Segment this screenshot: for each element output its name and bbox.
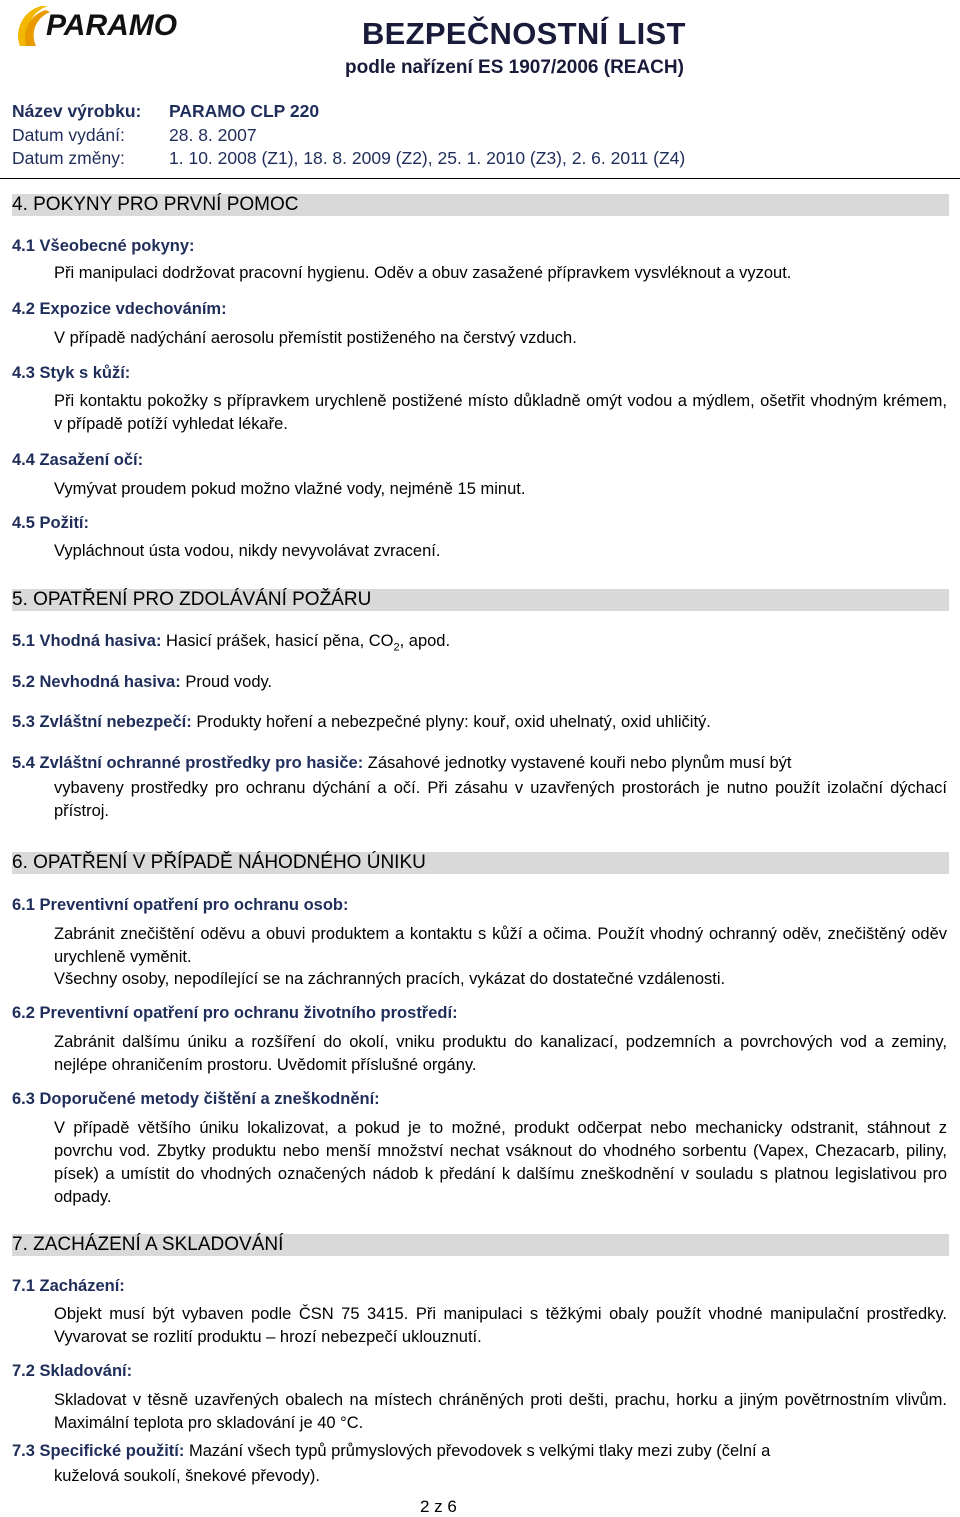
subsection-7-3-text: kuželová soukolí, šnekové převody). [54,1467,320,1485]
subsection-6-2-text: Zabránit dalšímu úniku a rozšíření do okolí, vniku produktu do kanalizací, podzemních a povrchových vod a zeminy, nejlépe ohraničením prostoru. Uvědomit příslušné orgány. [54,1033,947,1074]
page-number: 2 z 6 [420,1497,457,1516]
subsection-4-4-heading: 4.4 Zasažení očí: [12,451,144,469]
subsection-4-3-heading: 4.3 Styk s kůží: [12,364,131,382]
section-5-title: 5. OPATŘENÍ PRO ZDOLÁVÁNÍ POŽÁRU [12,589,372,610]
subsection-5-3 [12,713,711,732]
paramo-logo [12,2,207,52]
subsection-6-3-heading: 6.3 Doporučené metody čištění a zneškodnění: [12,1090,380,1108]
subsection-5-1-heading: 5.1 Vhodná hasiva: [12,632,162,650]
subsection-6-2-heading: 6.2 Preventivní opatření pro ochranu životního prostředí: [12,1004,458,1022]
subsection-4-1-text: Při manipulaci dodržovat pracovní hygienu. Oděv a obuv zasažené přípravkem vysvléknout a vyzout. [54,264,792,282]
subsection-6-1-text: Zabránit znečištění oděvu a obuvi produktem a kontaktu s kůží a očima. Použít vhodný ochranný oděv, znečištěný oděv urychleně vyměnit. [54,925,947,966]
change-date-row [12,148,686,169]
section-6-title: 6. OPATŘENÍ V PŘÍPADĚ NÁHODNÉHO ÚNIKU [12,852,426,873]
subsection-7-2-text: Skladovat v těsně uzavřených obalech na místech chráněných proti dešti, prachu, horku a jiným povětrnostním vlivům. Maximální teplota pro skladování je 40 °C. [54,1391,947,1432]
subsection-4-2-heading: 4.2 Expozice vdechováním: [12,300,227,318]
subsection-6-1-heading: 6.1 Preventivní opatření pro ochranu osob: [12,896,349,914]
subsection-5-4-text-first: Zásahové jednotky vystavené kouři nebo plynům musí být [363,754,792,772]
subsection-4-2-text: V případě nadýchání aerosolu přemístit postiženého na čerstvý vzduch. [54,329,577,347]
section-7-title: 7. ZACHÁZENÍ A SKLADOVÁNÍ [12,1234,284,1255]
product-name-row [12,101,320,122]
subsection-5-4-heading: 5.4 Zvláštní ochranné prostředky pro hasiče: [12,754,364,772]
document-title: BEZPEČNOSTNÍ LIST [362,16,686,51]
subsection-7-3-heading: 7.3 Specifické použití: [12,1442,185,1460]
subsection-7-3-text-first: Mazání všech typů průmyslových převodovek s velkými tlaky mezi zuby (čelní a [184,1442,771,1460]
subsection-5-2-heading: 5.2 Nevhodná hasiva: [12,673,181,691]
subsection-5-1-text-end: , apod. [399,632,451,650]
section-6-heading [12,852,949,874]
co2-subscript: 2 [393,641,400,654]
logo-wordmark: PARAMO [46,9,178,42]
section-7-heading [12,1234,949,1256]
change-date-value: 1. 10. 2008 (Z1), 18. 8. 2009 (Z2), 25. 1. 2010 (Z3), 2. 6. 2011 (Z4) [169,148,686,168]
subsection-5-2 [12,673,272,692]
issue-date-value: 28. 8. 2007 [169,125,257,145]
subsection-4-4-text: Vymývat proudem pokud možno vlažné vody, nejméně 15 minut. [54,480,526,498]
subsection-5-3-text: Produkty hoření a nebezpečné plyny: kouř, oxid uhelnatý, oxid uhličitý. [191,713,711,731]
subsection-4-3-text: Při kontaktu pokožky s přípravkem urychleně postižené místo důkladně omýt vodou a mýdlem, ošetřit vhodným krémem, v případě potíží vyhledat lékaře. [54,392,947,433]
subsection-5-1 [12,632,450,653]
subsection-5-1-text: Hasicí prášek, hasicí pěna, CO [161,632,394,650]
subsection-7-2-heading: 7.2 Skladování: [12,1362,133,1380]
issue-date-row [12,125,257,146]
document-subtitle: podle nařízení ES 1907/2006 (REACH) [345,57,684,78]
subsection-5-4 [12,754,792,773]
change-date-label: Datum změny: [12,148,125,168]
subsection-4-5-text: Vypláchnout ústa vodou, nikdy nevyvolávat zvracení. [54,542,441,560]
subsection-4-5-heading: 4.5 Požití: [12,514,90,532]
subsection-7-3 [12,1442,770,1461]
section-4-title: 4. POKYNY PRO PRVNÍ POMOC [12,194,299,215]
subsection-5-3-heading: 5.3 Zvláštní nebezpečí: [12,713,192,731]
section-4-heading [12,194,949,216]
product-value: PARAMO CLP 220 [169,101,320,121]
subsection-6-3-text: V případě většího úniku lokalizovat, a pokud je to možné, produkt odčerpat nebo mechanicky odstranit, stáhnout z povrchu vod. Zbytky produktu nebo menší množství nechat vsáknout do vhodného sorbentu (Vapex, Chezacarb, piliny, písek) a umístit do vhodných označených nádob k předání k dalšímu zneškodnění v souladu s platnou legislativou pro odpady. [54,1119,947,1206]
subsection-7-1-text: Objekt musí být vybaven podle ČSN 75 3415. Při manipulaci s těžkými obaly použít vhodné manipulační prostředky. Vyvarovat se rozlití produktu – hrozí nebezpečí uklouznutí. [54,1305,947,1346]
subsection-4-1-heading: 4.1 Všeobecné pokyny: [12,237,195,255]
product-label: Název výrobku: [12,101,142,121]
issue-date-label: Datum vydání: [12,125,125,145]
section-5-heading [12,589,949,611]
header-divider [0,178,960,179]
subsection-7-1-heading: 7.1 Zacházení: [12,1277,125,1295]
subsection-5-2-text: Proud vody. [180,673,273,691]
subsection-5-4-text: vybaveny prostředky pro ochranu dýchání a očí. Při zásahu v uzavřených prostorách je nutno použít izolační dýchací přístroj. [54,779,947,820]
subsection-6-1-text-2: Všechny osoby, nepodílející se na záchranných pracích, vykázat do dostatečné vzdálenosti. [54,970,726,988]
